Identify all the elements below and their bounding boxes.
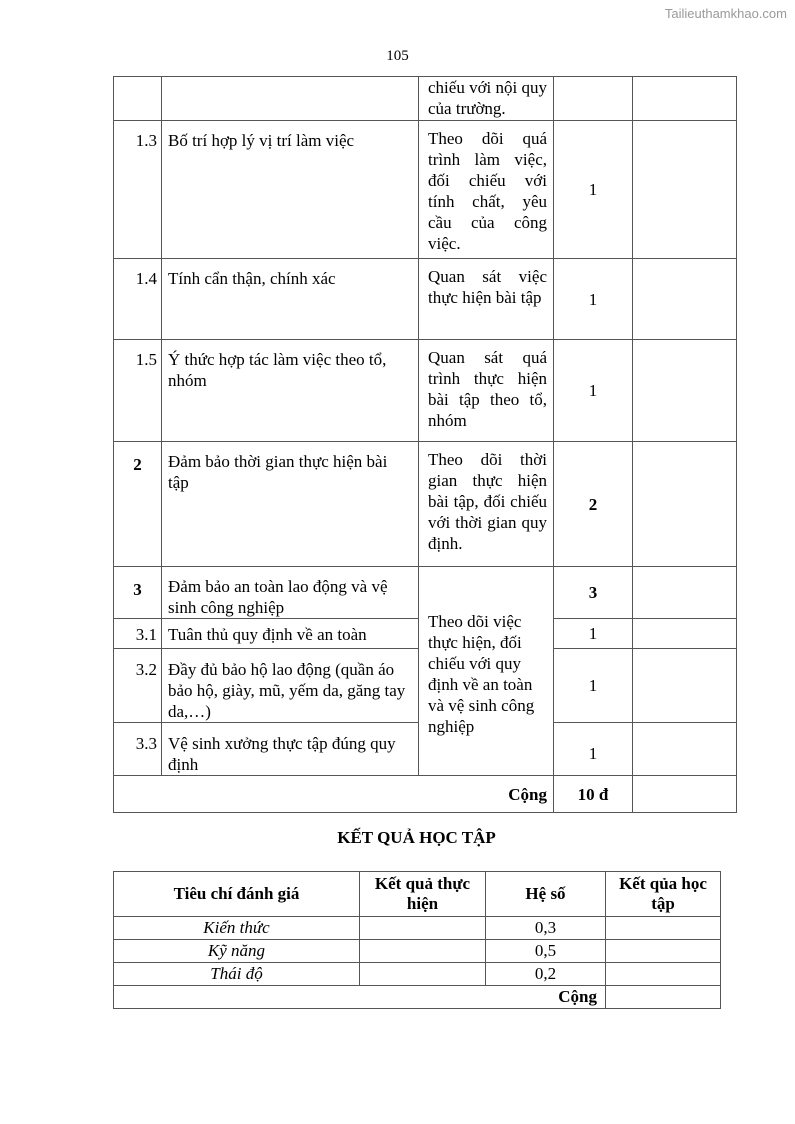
score-cell (554, 77, 633, 121)
method-cell: chiếu với nội quy của trường. (419, 77, 554, 121)
row-number: 1.5 (114, 340, 162, 442)
result-cell (633, 442, 737, 567)
table-row (114, 340, 737, 442)
criterion-cell: Ý thức hợp tác làm việc theo tổ, nhóm (162, 340, 419, 442)
total-label: Cộng (114, 776, 554, 813)
coefficient-cell: 0,3 (486, 917, 606, 940)
result-cell (633, 259, 737, 340)
result-cell (633, 77, 737, 121)
method-cell: Quan sát việc thực hiện bài tập (419, 259, 554, 340)
score-cell: 3 (554, 567, 633, 619)
score-cell: 2 (554, 442, 633, 567)
row-number (114, 77, 162, 121)
criterion-cell: Vệ sinh xưởng thực tập đúng quy định (162, 723, 419, 776)
page-number: 105 (386, 48, 409, 64)
header-cell: Tiêu chí đánh giá (114, 872, 360, 917)
header-cell: Kết quả thực hiện (360, 872, 486, 917)
result-cell (633, 567, 737, 619)
row-number: 2 (114, 442, 162, 567)
table-row (114, 442, 737, 567)
method-cell: Theo dõi việc thực hiện, đối chiếu với quy định về an toàn và vệ sinh công nghiệp (419, 567, 554, 776)
score-cell: 1 (554, 121, 633, 259)
table-row (114, 940, 721, 963)
total-label: Cộng (114, 986, 606, 1009)
table-row (114, 259, 737, 340)
score-cell: 1 (554, 259, 633, 340)
evaluation-table (113, 76, 737, 813)
score-cell: 1 (554, 340, 633, 442)
table-row (114, 77, 737, 121)
result-cell (633, 340, 737, 442)
total-row (114, 986, 721, 1009)
score-cell: 1 (554, 723, 633, 776)
score-cell: 1 (554, 649, 633, 723)
criterion-cell: Tính cẩn thận, chính xác (162, 259, 419, 340)
result-cell (633, 121, 737, 259)
result-cell (360, 940, 486, 963)
table-row (114, 121, 737, 259)
result-cell (360, 917, 486, 940)
total-row (114, 776, 737, 813)
table-row (114, 567, 737, 619)
criterion-cell: Tuân thủ quy định về an toàn (162, 619, 419, 649)
header-cell: Kết qủa học tập (606, 872, 721, 917)
criterion-cell: Bố trí hợp lý vị trí làm việc (162, 121, 419, 259)
criterion-cell: Kiến thức (114, 917, 360, 940)
final-cell (606, 963, 721, 986)
watermark: Tailieuthamkhao.com (664, 6, 787, 21)
result-cell (360, 963, 486, 986)
criterion-cell: Đảm bảo thời gian thực hiện bài tập (162, 442, 419, 567)
row-number: 3.1 (114, 619, 162, 649)
score-cell: 1 (554, 619, 633, 649)
criterion-cell: Đảm bảo an toàn lao động và vệ sinh công nghiệp (162, 567, 419, 619)
result-cell (633, 619, 737, 649)
row-number: 3.3 (114, 723, 162, 776)
criterion-cell: Kỹ năng (114, 940, 360, 963)
method-cell: Theo dõi quá trình làm việc, đối chiếu với tính chất, yêu cầu của công việc. (419, 121, 554, 259)
header-cell: Hệ số (486, 872, 606, 917)
criterion-cell: Thái độ (114, 963, 360, 986)
result-cell (633, 776, 737, 813)
results-table (113, 871, 721, 1009)
final-cell (606, 940, 721, 963)
result-cell (633, 723, 737, 776)
header-row (114, 872, 721, 917)
table-row (114, 917, 721, 940)
criterion-cell: Đầy đủ bảo hộ lao động (quần áo bảo hộ, giày, mũ, yếm da, găng tay da,…) (162, 649, 419, 723)
results-title: KẾT QUẢ HỌC TẬP (337, 828, 496, 847)
row-number: 1.3 (114, 121, 162, 259)
row-number: 3.2 (114, 649, 162, 723)
result-cell (633, 649, 737, 723)
row-number: 1.4 (114, 259, 162, 340)
table-row (114, 963, 721, 986)
method-cell: Quan sát quá trình thực hiện bài tập theo tổ, nhóm (419, 340, 554, 442)
method-cell: Theo dõi thời gian thực hiện bài tập, đối chiếu với thời gian quy định. (419, 442, 554, 567)
total-value (606, 986, 721, 1009)
coefficient-cell: 0,5 (486, 940, 606, 963)
final-cell (606, 917, 721, 940)
total-score: 10 đ (554, 776, 633, 813)
coefficient-cell: 0,2 (486, 963, 606, 986)
row-number: 3 (114, 567, 162, 619)
criterion-cell (162, 77, 419, 121)
